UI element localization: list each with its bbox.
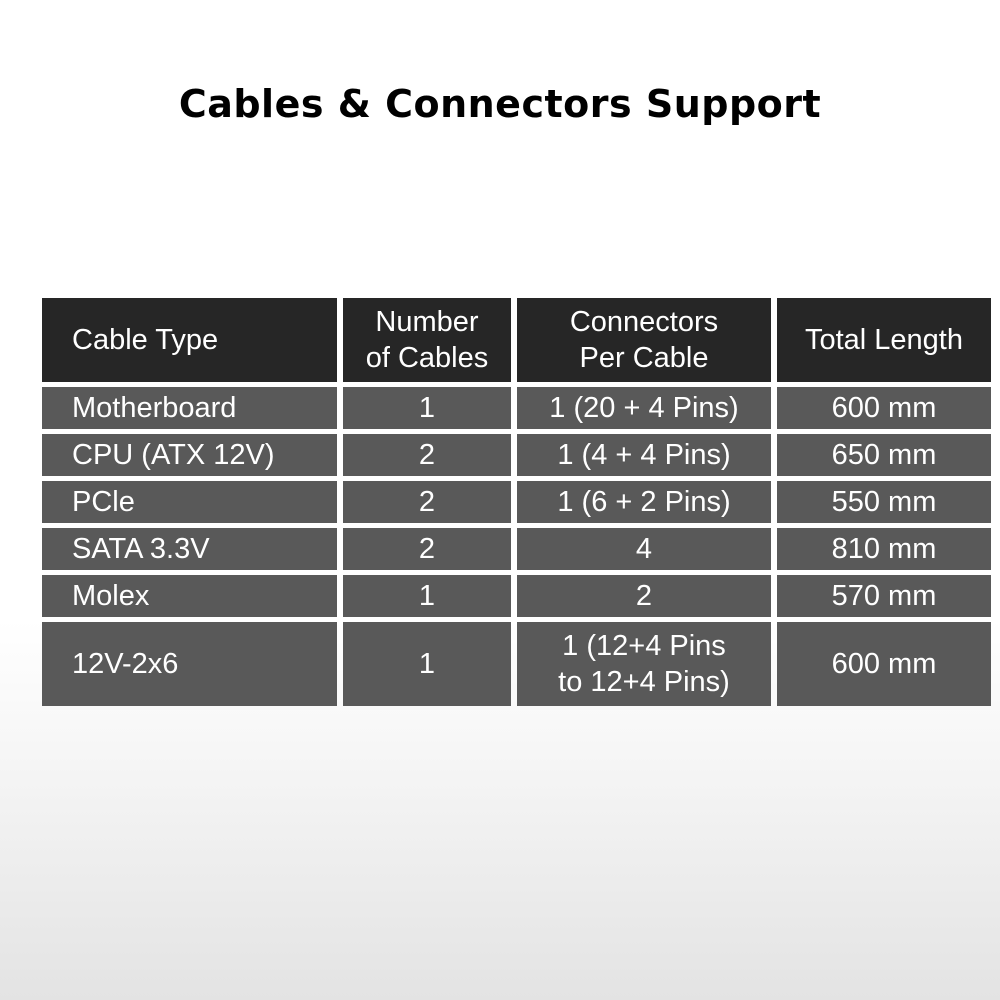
table-row	[42, 528, 991, 570]
cables-table	[36, 293, 997, 711]
header-connectors-per-cable: Connectors Per Cable	[517, 298, 771, 382]
header-number-of-cables: Number of Cables	[343, 298, 511, 382]
cell-number-of-cables: 1	[343, 622, 511, 706]
cell-connectors-per-cable: 1 (20 + 4 Pins)	[517, 387, 771, 429]
cell-total-length: 600 mm	[777, 387, 991, 429]
cell-number-of-cables: 1	[343, 575, 511, 617]
cell-total-length: 650 mm	[777, 434, 991, 476]
cell-connectors-per-cable: 2	[517, 575, 771, 617]
cell-number-of-cables: 2	[343, 528, 511, 570]
cell-cable-type: SATA 3.3V	[42, 528, 337, 570]
table-row	[42, 387, 991, 429]
header-cable-type: Cable Type	[42, 298, 337, 382]
cell-cable-type: CPU (ATX 12V)	[42, 434, 337, 476]
cell-total-length: 600 mm	[777, 622, 991, 706]
header-total-length: Total Length	[777, 298, 991, 382]
cell-connectors-per-cable: 1 (4 + 4 Pins)	[517, 434, 771, 476]
cell-number-of-cables: 2	[343, 434, 511, 476]
cell-total-length: 550 mm	[777, 481, 991, 523]
table-row	[42, 575, 991, 617]
cell-total-length: 810 mm	[777, 528, 991, 570]
table-row	[42, 434, 991, 476]
cell-cable-type: PCle	[42, 481, 337, 523]
cell-number-of-cables: 1	[343, 387, 511, 429]
cell-number-of-cables: 2	[343, 481, 511, 523]
cell-connectors-per-cable: 1 (6 + 2 Pins)	[517, 481, 771, 523]
cell-cable-type: Molex	[42, 575, 337, 617]
cell-total-length: 570 mm	[777, 575, 991, 617]
cell-cable-type: Motherboard	[42, 387, 337, 429]
table-header-row	[42, 298, 991, 382]
cell-connectors-per-cable: 4	[517, 528, 771, 570]
cell-connectors-per-cable: 1 (12+4 Pins to 12+4 Pins)	[517, 622, 771, 706]
table-row	[42, 622, 991, 706]
page-title: Cables & Connectors Support	[178, 82, 822, 126]
cell-cable-type: 12V-2x6	[42, 622, 337, 706]
table-row	[42, 481, 991, 523]
